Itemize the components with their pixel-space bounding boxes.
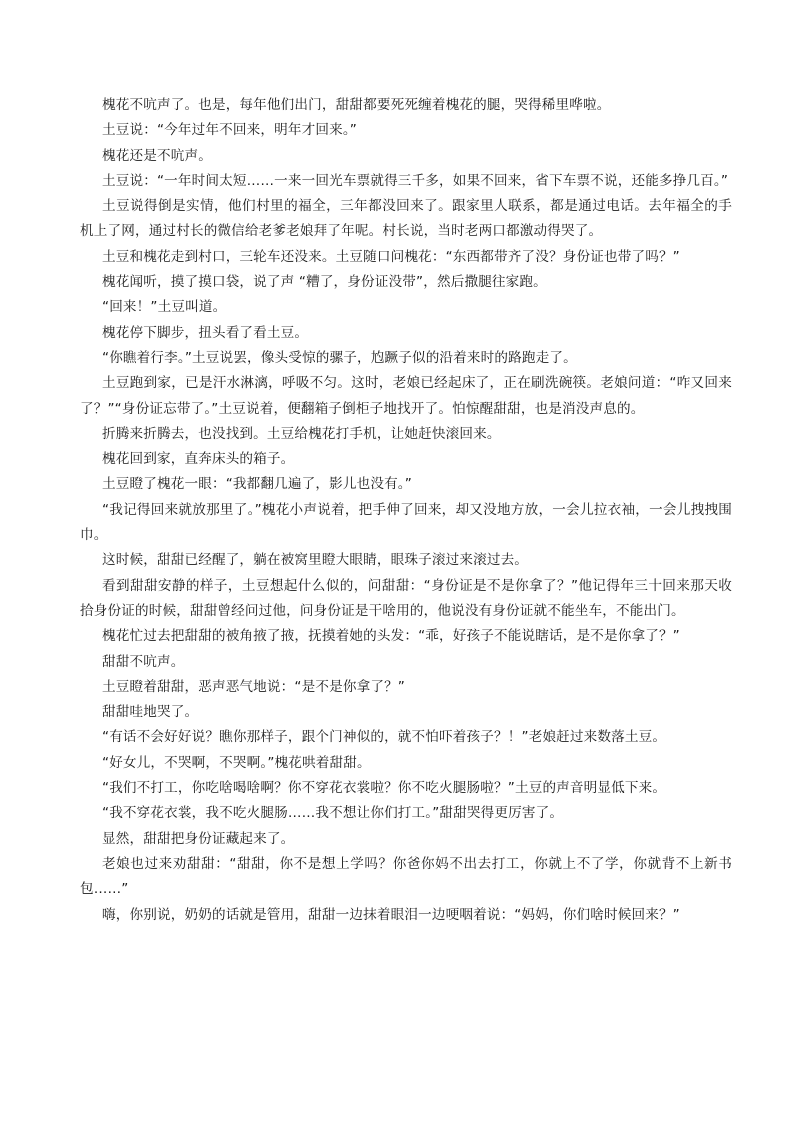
paragraph: 折腾来折腾去，也没找到。土豆给槐花打手机，让她赶快滚回来。 [102,425,501,442]
paragraph: 土豆瞪了槐花一眼：“我都翻几遍了，影儿也没有。” [102,476,412,493]
paragraph: 土豆跑到家，已是汗水淋漓，呼吸不匀。这时，老娘已经起床了，正在刷洗碗筷。老娘问道：“咋又回来了？”“身份证忘带了。”土豆说着，便翻箱子倒柜子地找开了。怕惊醒甜甜，也是消没声息的。 [80,375,732,417]
paragraph: 土豆说：“今年过年不回来，明年才回来。” [102,122,357,139]
paragraph: “我记得回来就放那里了。”槐花小声说着，把手伸了回来，却又没地方放，一会儿拉衣袖，一会儿拽拽围巾。 [80,501,732,544]
paragraph: 槐花回到家，直奔床头的箱子。 [102,451,295,468]
paragraph: “你瞧着行李。”土豆说罢，像头受惊的骡子，尥蹶子似的沿着来时的路跑走了。 [102,349,577,366]
story-text [80,93,732,928]
paragraph: 槐花不吭声了。也是，每年他们出门，甜甜都要死死缠着槐花的腿，哭得稀里哗啦。 [102,97,611,113]
paragraph: 显然，甜甜把身份证藏起来了。 [102,830,295,847]
paragraph: 土豆瞪着甜甜，恶声恶气地说：“是不是你拿了？” [102,678,406,695]
paragraph: 槐花闻听，摸了摸口袋，说了声 “糟了，身份证没带”，然后撒腿往家跑。 [102,274,547,291]
paragraph: “回来！”土豆叫道。 [102,299,227,316]
paragraph: 土豆说：“一年时间太短……一来一回光车票就得三千多，如果不回来，省下车票不说，还能多挣几百。” [102,172,729,189]
paragraph: 甜甜哇地哭了。 [102,704,199,721]
paragraph: 土豆和槐花走到村口，三轮车还没来。土豆随口问槐花：“东西都带齐了没？身份证也带了吗？” [102,248,680,265]
paragraph: “有话不会好好说？瞧你那样子，跟个门神似的，就不怕吓着孩子？！”老娘赶过来数落土豆。 [102,729,667,746]
paragraph: 这时候，甜甜已经醒了，躺在被窝里瞪大眼睛，眼珠子滚过来滚过去。 [102,552,529,569]
paragraph: 槐花还是不吭声。 [102,147,212,164]
paragraph: 看到甜甜安静的样子，土豆想起什么似的，问甜甜：“身份证是不是你拿了？”他记得年三十回来那天收拾身份证的时候，甜甜曾经问过他，问身份证是干啥用的，他说没有身份证就不能坐车，不能出门。 [80,577,732,619]
paragraph: 老娘也过来劝甜甜：“甜甜，你不是想上学吗？你爸你妈不出去打工，你就上不了学，你就背不上新书包……” [80,855,732,898]
paragraph: “好女儿，不哭啊，不哭啊。”槐花哄着甜甜。 [102,754,371,771]
paragraph: “我们不打工，你吃啥喝啥啊？你不穿花衣裳啦？你不吃火腿肠啦？”土豆的声音明显低下来。 [102,780,667,797]
paragraph: 槐花停下脚步，扭头看了看土豆。 [102,324,309,341]
paragraph: “我不穿花衣裳，我不吃火腿肠……我不想让你们打工。”甜甜哭得更厉害了。 [102,805,564,822]
paragraph: 甜甜不吭声。 [102,653,185,670]
paragraph: 土豆说得倒是实情，他们村里的福全，三年都没回来了。跟家里人联系，都是通过电话。去年福全的手机上了网，通过村长的微信给老爹老娘拜了年呢。村长说，当时老两口都激动得哭了。 [80,198,732,240]
paragraph: 槐花忙过去把甜甜的被角掖了掖，抚摸着她的头发：“乖，好孩子不能说瞎话，是不是你拿了？” [102,628,680,645]
paragraph: 嗨，你别说，奶奶的话就是管用，甜甜一边抹着眼泪一边哽咽着说：“妈妈，你们啥时候回来？” [102,906,680,923]
